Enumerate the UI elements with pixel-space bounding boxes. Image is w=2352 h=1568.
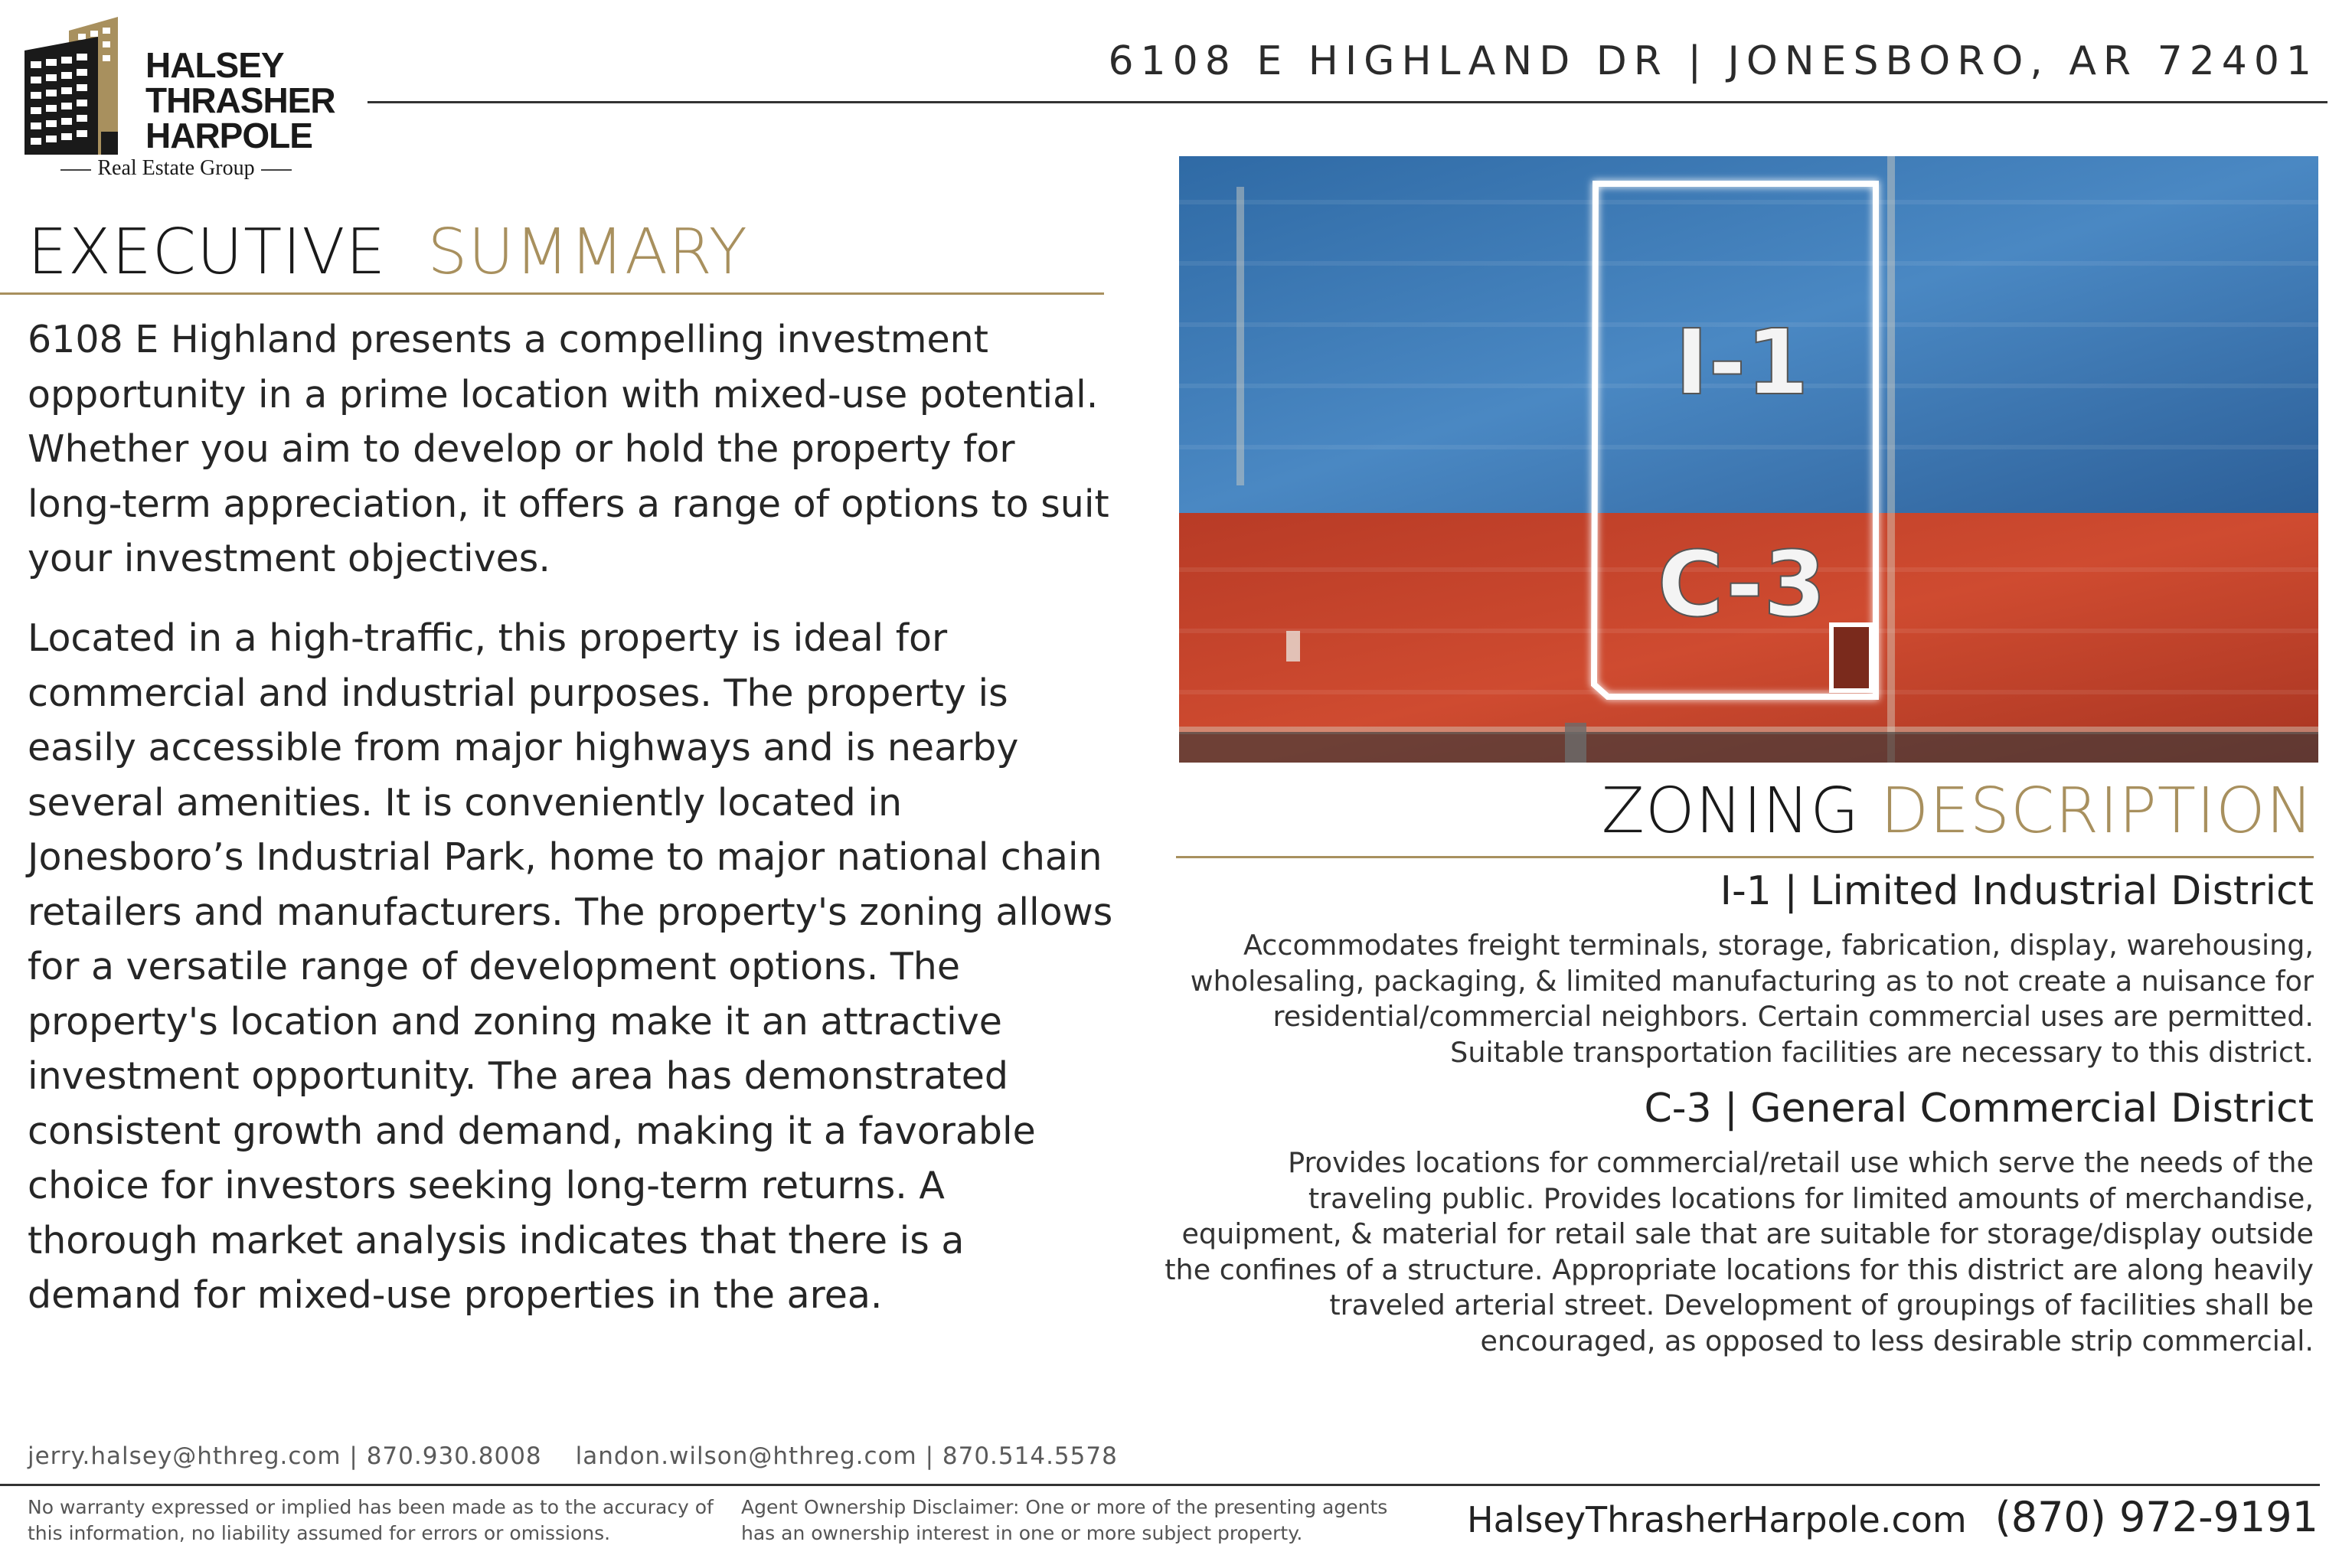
zoning-divider: [1176, 856, 2314, 858]
footer-divider: [0, 1484, 2320, 1486]
agent-contacts: [28, 1442, 1118, 1470]
zone-label-upper: I-1: [1674, 309, 1809, 415]
header-divider: [368, 101, 2328, 103]
title-word-summary: SUMMARY: [427, 216, 748, 289]
contact-landon-wilson[interactable]: landon.wilson@hthreg.com | 870.514.5578: [575, 1442, 1118, 1470]
title-word-executive: EXECUTIVE: [28, 216, 387, 289]
logo-text-halsey: HALSEY: [145, 45, 284, 85]
logo-text-thrasher: THRASHER: [145, 80, 335, 120]
contact-jerry-halsey[interactable]: jerry.halsey@hthreg.com | 870.930.8008: [28, 1442, 542, 1470]
website-link[interactable]: HalseyThrasherHarpole.com: [1467, 1499, 1967, 1540]
logo-subtitle-text: Real Estate Group: [97, 156, 255, 180]
executive-summary-divider: [0, 292, 1104, 295]
office-phone[interactable]: (870) 972-9191: [1994, 1493, 2318, 1541]
warranty-disclaimer: No warranty expressed or implied has been made as to the accuracy of this information, no liability assumed for errors or omissions.: [28, 1496, 714, 1544]
logo-subtitle: [34, 156, 318, 181]
zoning-description-title: [1602, 775, 2314, 848]
summary-paragraph-2: Located in a high-traffic, this property is ideal for commercial and industrial purposes. The property is easily accessible from major highways and is nearby several amenities. It is conveniently located in Jonesboro’s Industrial Park, home to major national chain retailers and manufacturers. The property's zoning allows for a versatile range of development options. The property's location and zoning make it an attractive investment opportunity. The area has demonstrated consistent growth and demand, making it a favorable choice for investors seeking long-term returns. A thorough market analysis indicates that there is a demand for mixed-use properties in the area.: [28, 616, 1113, 1317]
zone-label-lower: C-3: [1657, 531, 1827, 637]
property-address: 6108 E HIGHLAND DR | JONESBORO, AR 72401: [1108, 38, 2318, 84]
title-word-zoning: ZONING: [1601, 775, 1860, 848]
building-logo-icon: [24, 17, 147, 156]
zone-description-c3: Provides locations for commercial/retail use which serve the needs of the traveling public. Provides locations for limited amounts of merchandise, equipment, & material for retail sale that are suitable for storage/display outside the confines of a structure. Appropriate locations for this district are along heavily traveled arterial street. Development of groupings of facilities shall be encouraged, as opposed to less desirable strip commercial.: [1165, 1146, 2314, 1357]
logo-text-harpole: HARPOLE: [145, 116, 312, 155]
summary-paragraph-1: 6108 E Highland presents a compelling investment opportunity in a prime location with mixed-use potential. Whether you aim to develop or hold the property for long-term appreciation, it offers a range of options to suit your investment objectives.: [28, 318, 1109, 580]
zone-description-i1: Accommodates freight terminals, storage, fabrication, display, warehousing, wholesaling, packaging, & limited manufacturing as to not create a nuisance for residential/commercial neighbors. Certain commercial uses are permitted. Suitable transportation facilities are necessary to this district.: [1190, 929, 2314, 1069]
executive-summary-title: [28, 216, 748, 289]
zone-heading-i1: I-1 | Limited Industrial District: [1720, 868, 2314, 914]
aerial-map-graphic: [1179, 156, 2318, 763]
aerial-zoning-map: [1179, 156, 2318, 763]
zone-heading-c3: C-3 | General Commercial District: [1644, 1086, 2314, 1132]
agent-ownership-disclaimer: Agent Ownership Disclaimer: One or more of the presenting agents has an ownership interest in one or more subject property.: [741, 1496, 1388, 1544]
title-word-description: DESCRIPTION: [1880, 775, 2314, 848]
